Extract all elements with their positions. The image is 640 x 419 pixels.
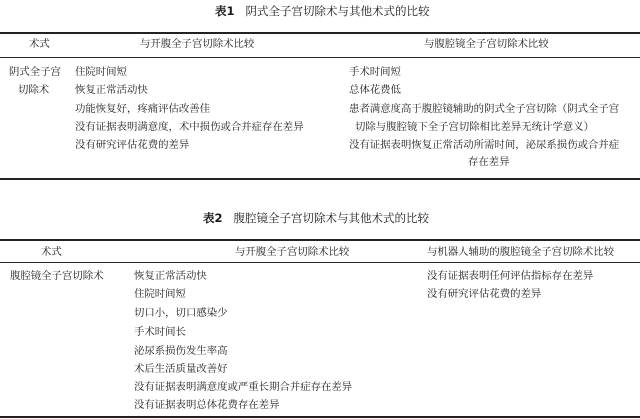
table2-title-number: 表2	[203, 211, 223, 225]
table2-title	[203, 210, 429, 226]
table1-vs-lap-item: 没有证据表明恢复正常活动所需时间，泌尿系损伤或合并症	[349, 139, 620, 151]
table1-header-procedure: 术式	[29, 38, 50, 50]
table1-vs-open-item: 没有证据表明满意度，术中损伤或合并症存在差异	[75, 121, 304, 133]
table1-procedure-line: 阴式全子宫	[9, 66, 61, 78]
table2-vs-open-item: 没有证据表明满意度或严重长期合并症存在差异	[134, 381, 353, 393]
table1-title	[215, 3, 429, 19]
table2-header-vs-open: 与开腹全子宫切除术比较	[235, 246, 350, 258]
table1-vs-open-item: 恢复正常活动快	[75, 84, 148, 96]
table1-bottom-rule	[0, 178, 640, 180]
table1-title-number: 表1	[215, 4, 235, 18]
table2-vs-open-item: 术后生活质量改善好	[134, 363, 228, 375]
table2-header-rule	[0, 262, 640, 263]
table2-vs-open-item: 手术时间长	[134, 326, 186, 338]
table1-header-vs-open: 与开腹全子宫切除术比较	[140, 38, 255, 50]
table1-top-rule	[0, 32, 640, 34]
table2-vs-open-item: 没有证据表明总体花费存在差异	[134, 399, 280, 411]
table1-vs-open-item: 住院时间短	[75, 66, 127, 78]
table2-header-vs-robotic: 与机器人辅助的腹腔镜全子宫切除术比较	[427, 246, 615, 258]
table2-vs-robotic-item: 没有证据表明任何评估指标存在差异	[427, 270, 594, 282]
table2-header-procedure: 术式	[41, 246, 62, 258]
table2-top-rule	[0, 239, 640, 241]
table1-vs-lap-item: 患者满意度高于腹腔镜辅助的阴式全子宫切除（阴式全子宫	[349, 103, 620, 115]
table2-vs-open-item: 恢复正常活动快	[134, 270, 207, 282]
table2-title-text: 腹腔镜全子宫切除术与其他术式的比较	[233, 211, 429, 225]
table1-vs-open-item: 没有研究评估花费的差异	[75, 139, 190, 151]
table1-header-rule	[0, 57, 640, 58]
table2-vs-open-item: 住院时间短	[134, 288, 186, 300]
table1-vs-lap-item: 切除与腹腔镜下全子宫切除相比差异无统计学意义）	[355, 121, 594, 133]
table1-vs-lap-item: 存在差异	[468, 156, 510, 168]
table1-vs-lap-item: 总体花费低	[349, 84, 401, 96]
table2-bottom-rule	[0, 416, 640, 418]
table1-procedure-line: 切除术	[18, 84, 50, 96]
table2-vs-open-item: 泌尿系损伤发生率高	[134, 345, 228, 357]
table1-title-text: 阴式全子宫切除术与其他术式的比较	[245, 4, 430, 18]
table1-vs-lap-item: 手术时间短	[349, 66, 401, 78]
table1-vs-open-item: 功能恢复好，疼痛评估改善佳	[75, 103, 211, 115]
table2-vs-open-item: 切口小，切口感染少	[134, 307, 228, 319]
table1-header-vs-laparoscopic: 与腹腔镜全子宫切除术比较	[424, 38, 549, 50]
table2-vs-robotic-item: 没有研究评估花费的差异	[427, 288, 542, 300]
table2-procedure: 腹腔镜全子宫切除术	[10, 270, 104, 282]
